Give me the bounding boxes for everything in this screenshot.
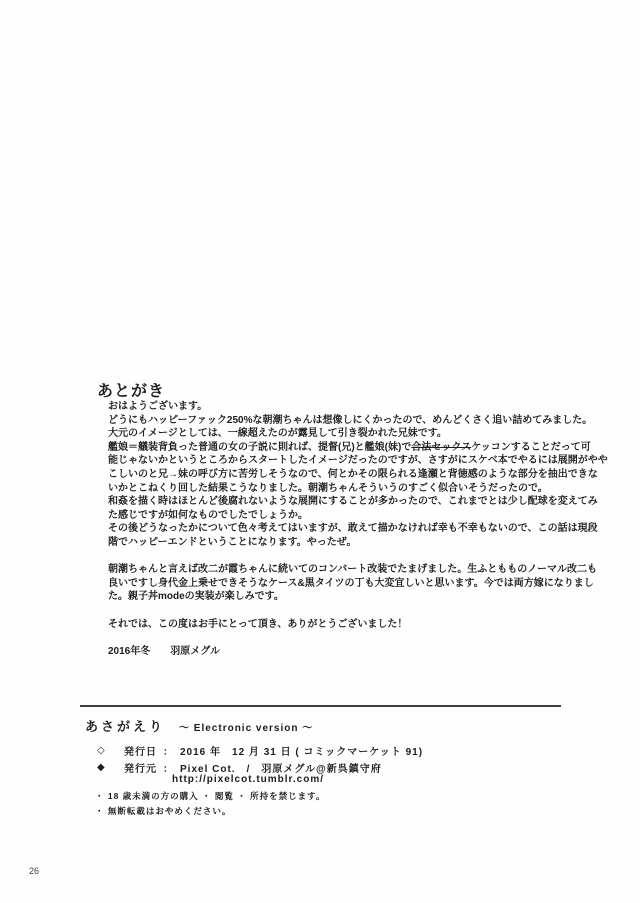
colophon-title-row bbox=[85, 716, 313, 735]
publish-date-label: 発行日 bbox=[124, 747, 157, 758]
colon-separator: ： bbox=[163, 764, 174, 775]
afterword-line: 能じゃないかというところからスタートしたイメージだったのですが、さすがにスケベ本でやるには展開がやや bbox=[108, 455, 608, 467]
publisher-url: http://pixelcot.tumblr.com/ bbox=[172, 774, 325, 785]
no-reproduction-notice: ・ 無断転載はおやめください。 bbox=[95, 806, 232, 816]
colon-separator: ： bbox=[163, 747, 174, 758]
afterword-line: おはようございます。 bbox=[108, 401, 208, 412]
publish-date-value: 2016 年 12 月 31 日 ( コミックマーケット 91) bbox=[180, 747, 424, 758]
afterword-line: 階でハッピーエンドということになります。やったぜ。 bbox=[108, 536, 357, 548]
afterword-line: こしいのと兄→妹の呼び方に苦労しそうなので、何とかその限られる逢瀬と背徳感のような部分を抽出できな bbox=[108, 468, 598, 480]
paragraph-spacer bbox=[108, 631, 608, 645]
afterword-body bbox=[108, 400, 608, 658]
publish-date-row bbox=[97, 742, 423, 759]
paragraph-spacer bbox=[108, 550, 608, 564]
colophon-rows bbox=[97, 742, 423, 776]
colophon-edition-subtitle: ～ Electronic version ～ bbox=[179, 723, 314, 734]
afterword-line: どうにもハッピーファック250%な朝潮ちゃんは想像しにくかったので、めんどくさく追い詰めてみました。 bbox=[108, 414, 593, 426]
afterword-line: 良いですし身代金上乗せできそうなケース&黒タイツの丁も大変宜しいと思います。今では両方嫁になりまし bbox=[108, 577, 594, 589]
afterword-line: その後どうなったかについて色々考えてはいますが、敢えて描かなければ幸も不幸もないので、この話は現段 bbox=[108, 523, 598, 535]
age-restriction-notice: ・ 18 歳未満の方の購入 ・ 閲覧 ・ 所持を禁じます。 bbox=[95, 791, 326, 801]
page-number: 26 bbox=[29, 866, 40, 876]
publisher-label: 発行元 bbox=[124, 764, 157, 775]
afterword-line: た。親子丼modeの実装が楽しみです。 bbox=[108, 591, 284, 603]
strikethrough-text: 合法セックス bbox=[411, 441, 472, 453]
divider-rule bbox=[80, 705, 561, 707]
afterword-line: いかとこねくり回した結果こうなりました。朝潮ちゃんそういうのすごく似合いそうだったので。 bbox=[108, 482, 548, 494]
publisher-value: Pixel Cot. / 羽原メグル@新呉鎮守府 bbox=[180, 764, 382, 775]
afterword-line-with-strikethrough bbox=[108, 441, 608, 455]
strike-line-post: ケッコンすることだって可 bbox=[471, 441, 591, 453]
colophon-book-title: あさがえり bbox=[85, 719, 166, 734]
diamond-filled-icon: ◆ bbox=[97, 762, 106, 773]
signature-line: 2016年冬 羽原メグル bbox=[108, 645, 220, 657]
strike-line-pre: 艦娘＝艤装背負った普通の女の子説に則れば、提督(兄)と艦娘(妹)で bbox=[108, 441, 412, 453]
paragraph-spacer bbox=[108, 604, 608, 618]
diamond-open-icon: ◇ bbox=[97, 745, 106, 756]
afterword-line: 大元のイメージとしては、一線超えたのが露見して引き裂かれた兄妹です。 bbox=[108, 428, 447, 440]
afterword-title: あとがき bbox=[97, 383, 166, 400]
notices bbox=[95, 790, 325, 820]
afterword-line: た感じですが如何なものでしたでしょうか。 bbox=[108, 509, 308, 521]
afterword-line: 朝潮ちゃんと言えば改二が霞ちゃんに続いてのコンバート改装でたまげました。生ふともものノーマル改二も bbox=[108, 564, 597, 576]
afterword-line: 和姦を描く時はほとんど後腐れないような展開にすることが多かったので、これまでとは少し配球を変えてみ bbox=[108, 496, 598, 508]
closing-line: それでは、この度はお手にとって頂き、ありがとうございました！ bbox=[108, 618, 408, 630]
